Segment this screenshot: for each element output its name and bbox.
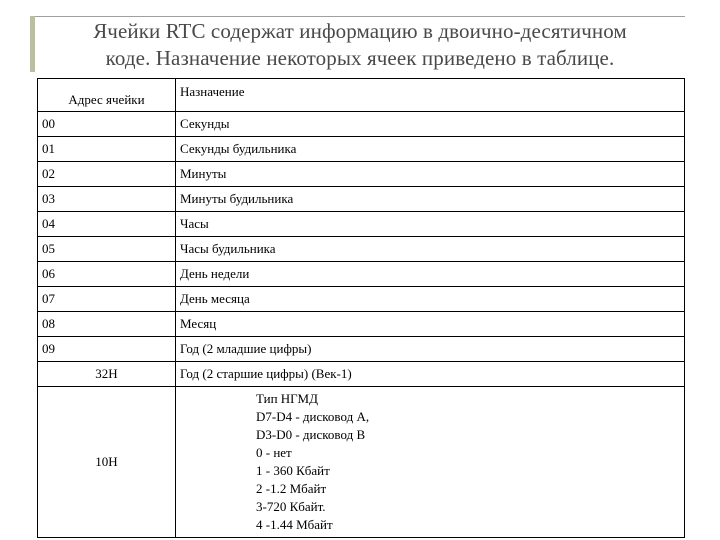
cell-address: 32H bbox=[38, 362, 176, 387]
purpose-line: 4 -1.44 Мбайт bbox=[256, 517, 333, 532]
title-line-2: коде. Назначение некоторых ячеек приведено в таблице. bbox=[105, 46, 615, 70]
cell-purpose: Год (2 младшие цифры) bbox=[176, 337, 685, 362]
accent-bar bbox=[30, 16, 35, 72]
purpose-line: 0 - нет bbox=[256, 445, 292, 460]
purpose-line: 1 - 360 Кбайт bbox=[256, 463, 330, 478]
purpose-line: D3-D0 - дисковод В bbox=[256, 427, 366, 442]
table-header-row bbox=[38, 79, 685, 112]
cell-address: 10H bbox=[38, 387, 176, 538]
cell-address: 09 bbox=[38, 337, 176, 362]
slide-title bbox=[40, 18, 680, 72]
cell-address: 05 bbox=[38, 237, 176, 262]
table-row bbox=[38, 287, 685, 312]
cell-purpose: День недели bbox=[176, 262, 685, 287]
purpose-line: D7-D4 - дисковод А, bbox=[256, 409, 370, 424]
table-row bbox=[38, 387, 685, 538]
title-line-1: Ячейки RTC содержат информацию в двоично-десятичном bbox=[93, 19, 627, 43]
cell-address: 08 bbox=[38, 312, 176, 337]
cell-address: 04 bbox=[38, 212, 176, 237]
header-address: Адрес ячейки bbox=[38, 79, 176, 112]
cell-purpose: Часы будильника bbox=[176, 237, 685, 262]
table-row bbox=[38, 337, 685, 362]
cell-address: 01 bbox=[38, 137, 176, 162]
table-row bbox=[38, 237, 685, 262]
cell-address: 07 bbox=[38, 287, 176, 312]
table-row bbox=[38, 312, 685, 337]
cell-address: 00 bbox=[38, 112, 176, 137]
cell-address: 02 bbox=[38, 162, 176, 187]
cell-purpose: Часы bbox=[176, 212, 685, 237]
cell-purpose-multiline bbox=[176, 387, 685, 538]
cell-purpose: Минуты bbox=[176, 162, 685, 187]
table-row bbox=[38, 162, 685, 187]
table-row bbox=[38, 137, 685, 162]
purpose-line: Тип НГМД bbox=[256, 391, 318, 406]
cell-purpose: День месяца bbox=[176, 287, 685, 312]
table-row bbox=[38, 362, 685, 387]
table-row bbox=[38, 212, 685, 237]
cell-purpose: Месяц bbox=[176, 312, 685, 337]
table-row bbox=[38, 262, 685, 287]
cell-purpose: Минуты будильника bbox=[176, 187, 685, 212]
header-purpose: Назначение bbox=[176, 79, 685, 112]
table-row bbox=[38, 187, 685, 212]
table-row bbox=[38, 112, 685, 137]
top-rule bbox=[30, 16, 685, 17]
cell-address: 06 bbox=[38, 262, 176, 287]
purpose-line: 3-720 Кбайт. bbox=[256, 499, 326, 514]
purpose-line: 2 -1.2 Мбайт bbox=[256, 481, 327, 496]
cell-purpose: Год (2 старшие цифры) (Век-1) bbox=[176, 362, 685, 387]
cell-purpose: Секунды будильника bbox=[176, 137, 685, 162]
cell-purpose: Секунды bbox=[176, 112, 685, 137]
cell-address: 03 bbox=[38, 187, 176, 212]
rtc-cells-table bbox=[37, 78, 685, 538]
